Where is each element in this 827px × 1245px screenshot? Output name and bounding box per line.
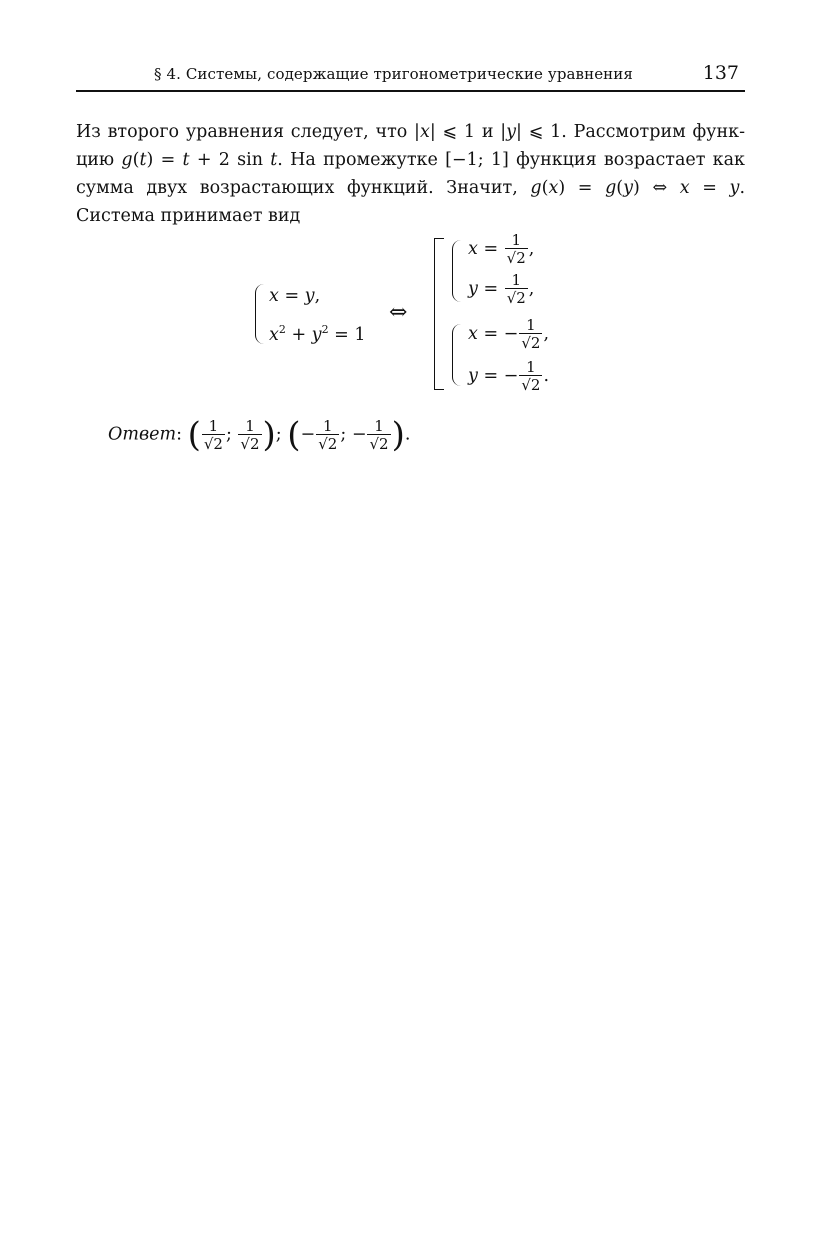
right-system: [434, 232, 594, 402]
text-line-4: Система принимает вид: [76, 206, 301, 226]
union-bracket: [434, 238, 444, 390]
text-line-2: цию g(t) = t + 2 sin t. На промежутке [−1; 1] функция возрастает как: [76, 150, 745, 170]
left-equation-2: $x^2 + y^2 = 1$: [269, 323, 366, 345]
answer-fraction: $\frac{1}{√2}$: [203, 416, 223, 453]
answer-fraction: $\frac{1}{√2}$: [369, 416, 389, 453]
inner-brace-1: [452, 240, 461, 302]
answer-label: Ответ: [108, 424, 177, 445]
equivalence-symbol: ⇔: [389, 300, 408, 325]
left-equation-1: x = y,: [269, 286, 321, 306]
page-number: 137: [702, 62, 739, 84]
right-eq-1: x = $\frac{1}{√2}$ ,: [468, 231, 535, 267]
fraction: $\frac{1}{√2}$: [506, 231, 526, 267]
answer-fraction: $\frac{1}{√2}$: [318, 416, 338, 453]
text-line-3: сумма двух возрастающих функций. Значит, g(x) = g(y) ⇔ x = y.: [76, 178, 746, 198]
section-title: § 4. Системы, содержащие тригонометрические уравнения: [154, 65, 633, 83]
fraction: $\frac{1}{√2}$: [521, 316, 541, 352]
fraction: $\frac{1}{√2}$: [521, 358, 541, 394]
inner-brace-2: [452, 324, 461, 386]
answer-line: Ответ: ( $\frac{1}{√2}$ ; $\frac{1}{√2}$ ); (− $\frac{1}{√2}$ ; − $\frac{1}{√2}$ ).: [108, 415, 411, 455]
fraction: $\frac{1}{√2}$: [506, 271, 526, 307]
left-brace: [255, 284, 264, 344]
right-eq-4: y = − $\frac{1}{√2}$ .: [468, 358, 550, 394]
running-header: [76, 60, 745, 92]
right-eq-3: x = − $\frac{1}{√2}$ ,: [468, 316, 550, 352]
right-eq-2: y = $\frac{1}{√2}$ ,: [468, 271, 535, 307]
answer-fraction: $\frac{1}{√2}$: [240, 416, 260, 453]
text-line-1: Из второго уравнения следует, что |x| ⩽ 1 и |y| ⩽ 1. Рассмотрим функ-: [76, 122, 745, 142]
left-system: [255, 280, 395, 350]
